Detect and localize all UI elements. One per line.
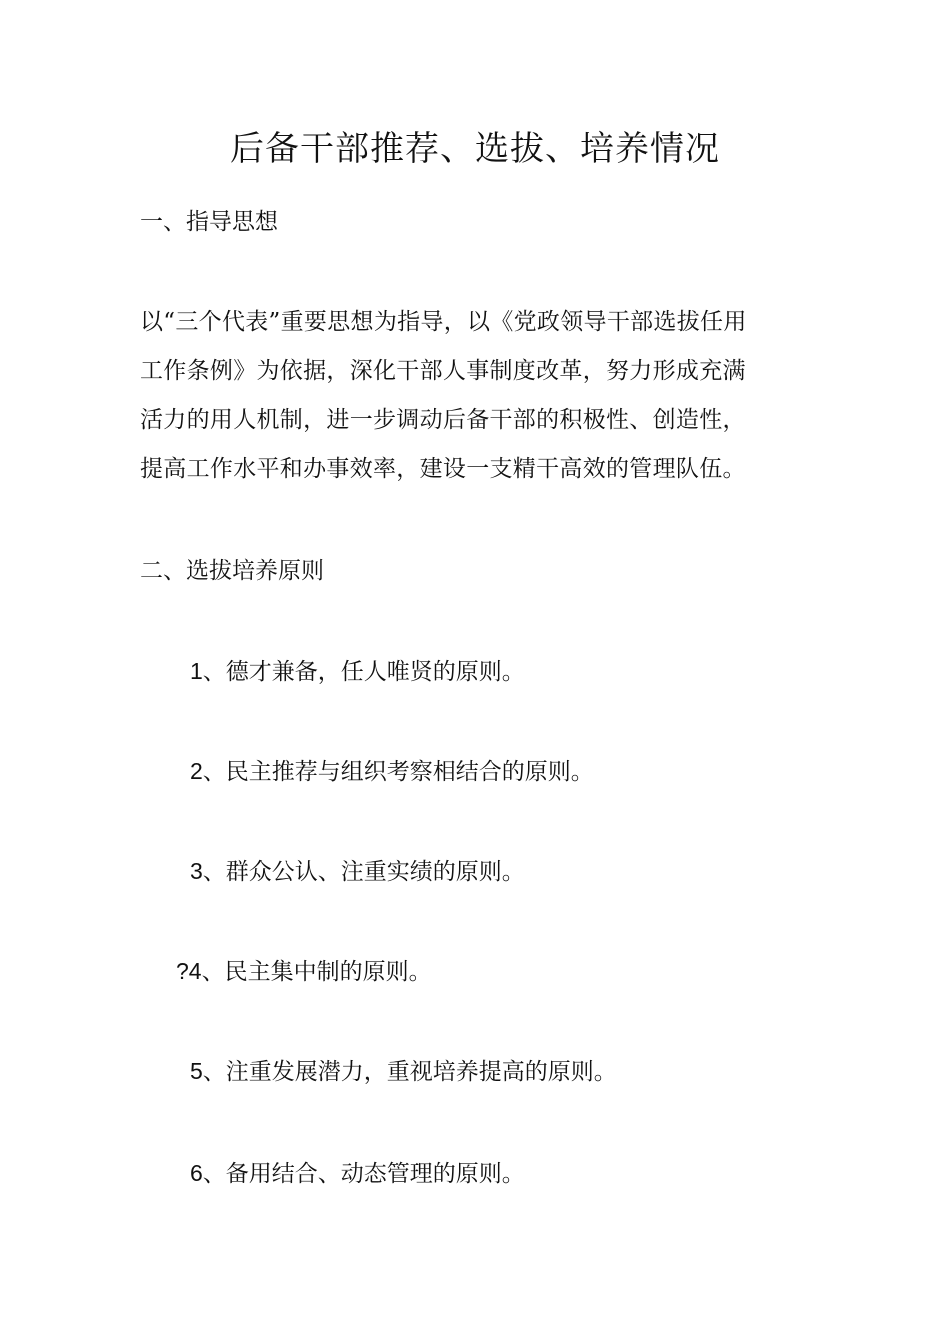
guiding-ideology-paragraph: [140, 306, 820, 502]
principle-item-3: [190, 855, 525, 888]
principle-text: 、注重发展潜力，重视培养提高的原则。: [202, 1059, 617, 1085]
principle-item-2: [190, 755, 594, 788]
principle-text: 、德才兼备，任人唯贤的原则。: [202, 659, 525, 685]
principle-number: 3: [190, 858, 203, 884]
principle-text: 、民主集中制的原则。: [201, 959, 432, 985]
principle-item-4: [176, 955, 432, 988]
principle-text: 、群众公认、注重实绩的原则。: [202, 859, 525, 885]
principle-item-6: [190, 1157, 525, 1190]
principle-text: 、备用结合、动态管理的原则。: [202, 1161, 525, 1187]
paragraph-line: 工作条例》为依据，深化干部人事制度改革，努力形成充满: [140, 358, 746, 384]
paragraph-line: 提高工作水平和办事效率，建设一支精干高效的管理队伍。: [140, 456, 746, 482]
section-heading-principles: 二、选拔培养原则: [140, 558, 324, 584]
paragraph-line: 活力的用人机制，进一步调动后备干部的积极性、创造性，: [140, 407, 746, 433]
document-title: 后备干部推荐、选拔、培养情况: [230, 129, 720, 169]
principle-number: 2: [190, 758, 203, 784]
principle-number: 1: [190, 658, 203, 684]
section-heading-guiding-ideology: 一、指导思想: [140, 209, 278, 235]
principle-number: 5: [190, 1058, 203, 1084]
principle-number: 6: [190, 1160, 203, 1186]
principle-number: ?4: [176, 958, 202, 984]
principle-text: 、民主推荐与组织考察相结合的原则。: [202, 759, 594, 785]
paragraph-line: 以“三个代表”重要思想为指导，以《党政领导干部选拔任用: [140, 309, 747, 335]
principle-item-5: [190, 1055, 617, 1088]
principle-item-1: [190, 655, 525, 688]
